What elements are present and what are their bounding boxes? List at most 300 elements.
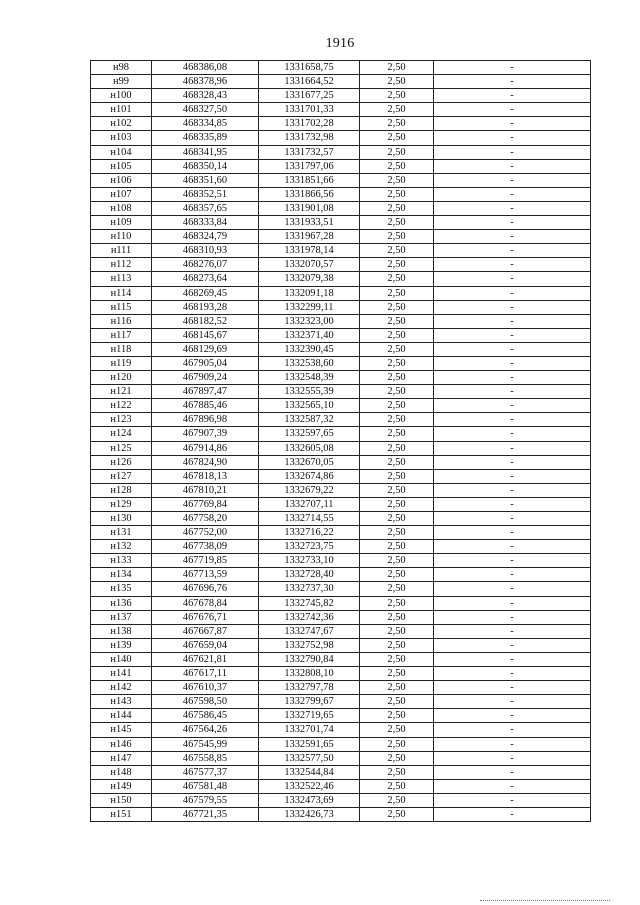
x-coordinate-cell: 467758,20 xyxy=(152,512,259,526)
table-row xyxy=(91,568,591,582)
accuracy-cell: 2,50 xyxy=(360,103,434,117)
point-number-cell: н120 xyxy=(91,371,152,385)
y-coordinate-cell: 1332728,40 xyxy=(259,568,360,582)
description-cell: - xyxy=(434,723,591,737)
point-number-cell: н126 xyxy=(91,455,152,469)
description-cell: - xyxy=(434,385,591,399)
y-coordinate-cell: 1332079,38 xyxy=(259,272,360,286)
accuracy-cell: 2,50 xyxy=(360,272,434,286)
description-cell: - xyxy=(434,117,591,131)
accuracy-cell: 2,50 xyxy=(360,512,434,526)
description-cell: - xyxy=(434,328,591,342)
x-coordinate-cell: 467676,71 xyxy=(152,610,259,624)
table-row xyxy=(91,497,591,511)
description-cell: - xyxy=(434,441,591,455)
point-number-cell: н121 xyxy=(91,385,152,399)
description-cell: - xyxy=(434,159,591,173)
accuracy-cell: 2,50 xyxy=(360,596,434,610)
x-coordinate-cell: 468129,69 xyxy=(152,342,259,356)
table-row xyxy=(91,159,591,173)
point-number-cell: н140 xyxy=(91,652,152,666)
table-row xyxy=(91,75,591,89)
table-row xyxy=(91,469,591,483)
description-cell: - xyxy=(434,272,591,286)
table-row xyxy=(91,230,591,244)
table-row xyxy=(91,328,591,342)
y-coordinate-cell: 1332091,18 xyxy=(259,286,360,300)
coordinates-table xyxy=(90,60,591,822)
x-coordinate-cell: 467907,39 xyxy=(152,427,259,441)
table-row xyxy=(91,526,591,540)
point-number-cell: н147 xyxy=(91,751,152,765)
y-coordinate-cell: 1332473,69 xyxy=(259,793,360,807)
y-coordinate-cell: 1332299,11 xyxy=(259,300,360,314)
table-row xyxy=(91,793,591,807)
y-coordinate-cell: 1331701,33 xyxy=(259,103,360,117)
description-cell: - xyxy=(434,103,591,117)
y-coordinate-cell: 1331967,28 xyxy=(259,230,360,244)
description-cell: - xyxy=(434,61,591,75)
x-coordinate-cell: 468327,50 xyxy=(152,103,259,117)
accuracy-cell: 2,50 xyxy=(360,568,434,582)
x-coordinate-cell: 467713,59 xyxy=(152,568,259,582)
y-coordinate-cell: 1332070,57 xyxy=(259,258,360,272)
accuracy-cell: 2,50 xyxy=(360,455,434,469)
x-coordinate-cell: 468276,07 xyxy=(152,258,259,272)
description-cell: - xyxy=(434,187,591,201)
x-coordinate-cell: 467581,48 xyxy=(152,779,259,793)
description-cell: - xyxy=(434,540,591,554)
x-coordinate-cell: 467577,37 xyxy=(152,765,259,779)
accuracy-cell: 2,50 xyxy=(360,427,434,441)
description-cell: - xyxy=(434,751,591,765)
table-row xyxy=(91,103,591,117)
x-coordinate-cell: 467659,04 xyxy=(152,638,259,652)
table-row xyxy=(91,286,591,300)
x-coordinate-cell: 468334,85 xyxy=(152,117,259,131)
accuracy-cell: 2,50 xyxy=(360,187,434,201)
accuracy-cell: 2,50 xyxy=(360,399,434,413)
point-number-cell: н141 xyxy=(91,667,152,681)
point-number-cell: н139 xyxy=(91,638,152,652)
accuracy-cell: 2,50 xyxy=(360,483,434,497)
description-cell: - xyxy=(434,779,591,793)
table-row xyxy=(91,652,591,666)
accuracy-cell: 2,50 xyxy=(360,89,434,103)
table-row xyxy=(91,483,591,497)
table-row xyxy=(91,61,591,75)
table-row xyxy=(91,258,591,272)
y-coordinate-cell: 1332591,65 xyxy=(259,737,360,751)
table-row xyxy=(91,300,591,314)
description-cell: - xyxy=(434,173,591,187)
x-coordinate-cell: 468386,08 xyxy=(152,61,259,75)
point-number-cell: н129 xyxy=(91,497,152,511)
x-coordinate-cell: 467579,55 xyxy=(152,793,259,807)
y-coordinate-cell: 1331732,98 xyxy=(259,131,360,145)
point-number-cell: н151 xyxy=(91,807,152,821)
description-cell: - xyxy=(434,709,591,723)
x-coordinate-cell: 467621,81 xyxy=(152,652,259,666)
table-row xyxy=(91,145,591,159)
point-number-cell: н149 xyxy=(91,779,152,793)
accuracy-cell: 2,50 xyxy=(360,765,434,779)
y-coordinate-cell: 1331978,14 xyxy=(259,244,360,258)
y-coordinate-cell: 1332679,22 xyxy=(259,483,360,497)
point-number-cell: н137 xyxy=(91,610,152,624)
table-row xyxy=(91,399,591,413)
table-row xyxy=(91,272,591,286)
accuracy-cell: 2,50 xyxy=(360,469,434,483)
y-coordinate-cell: 1332390,45 xyxy=(259,342,360,356)
y-coordinate-cell: 1331933,51 xyxy=(259,216,360,230)
accuracy-cell: 2,50 xyxy=(360,624,434,638)
y-coordinate-cell: 1332371,40 xyxy=(259,328,360,342)
x-coordinate-cell: 468350,14 xyxy=(152,159,259,173)
table-row xyxy=(91,314,591,328)
description-cell: - xyxy=(434,667,591,681)
y-coordinate-cell: 1332714,55 xyxy=(259,512,360,526)
point-number-cell: н134 xyxy=(91,568,152,582)
y-coordinate-cell: 1331677,25 xyxy=(259,89,360,103)
x-coordinate-cell: 467586,45 xyxy=(152,709,259,723)
x-coordinate-cell: 467678,84 xyxy=(152,596,259,610)
x-coordinate-cell: 467598,50 xyxy=(152,695,259,709)
description-cell: - xyxy=(434,342,591,356)
accuracy-cell: 2,50 xyxy=(360,159,434,173)
point-number-cell: н109 xyxy=(91,216,152,230)
description-cell: - xyxy=(434,399,591,413)
accuracy-cell: 2,50 xyxy=(360,610,434,624)
x-coordinate-cell: 468328,43 xyxy=(152,89,259,103)
y-coordinate-cell: 1332548,39 xyxy=(259,371,360,385)
table-row xyxy=(91,187,591,201)
point-number-cell: н133 xyxy=(91,554,152,568)
point-number-cell: н136 xyxy=(91,596,152,610)
table-row xyxy=(91,244,591,258)
accuracy-cell: 2,50 xyxy=(360,737,434,751)
y-coordinate-cell: 1332719,65 xyxy=(259,709,360,723)
x-coordinate-cell: 468351,60 xyxy=(152,173,259,187)
table-row xyxy=(91,413,591,427)
description-cell: - xyxy=(434,455,591,469)
table-row xyxy=(91,624,591,638)
y-coordinate-cell: 1331664,52 xyxy=(259,75,360,89)
point-number-cell: н112 xyxy=(91,258,152,272)
y-coordinate-cell: 1332701,74 xyxy=(259,723,360,737)
accuracy-cell: 2,50 xyxy=(360,61,434,75)
y-coordinate-cell: 1332737,30 xyxy=(259,582,360,596)
accuracy-cell: 2,50 xyxy=(360,356,434,370)
description-cell: - xyxy=(434,75,591,89)
table-row xyxy=(91,201,591,215)
y-coordinate-cell: 1331901,08 xyxy=(259,201,360,215)
y-coordinate-cell: 1332745,82 xyxy=(259,596,360,610)
x-coordinate-cell: 467738,09 xyxy=(152,540,259,554)
point-number-cell: н119 xyxy=(91,356,152,370)
point-number-cell: н103 xyxy=(91,131,152,145)
accuracy-cell: 2,50 xyxy=(360,216,434,230)
point-number-cell: н138 xyxy=(91,624,152,638)
x-coordinate-cell: 467909,24 xyxy=(152,371,259,385)
point-number-cell: н98 xyxy=(91,61,152,75)
x-coordinate-cell: 467696,76 xyxy=(152,582,259,596)
x-coordinate-cell: 467810,21 xyxy=(152,483,259,497)
point-number-cell: н148 xyxy=(91,765,152,779)
x-coordinate-cell: 468193,28 xyxy=(152,300,259,314)
point-number-cell: н104 xyxy=(91,145,152,159)
point-number-cell: н122 xyxy=(91,399,152,413)
accuracy-cell: 2,50 xyxy=(360,244,434,258)
accuracy-cell: 2,50 xyxy=(360,540,434,554)
table-row xyxy=(91,695,591,709)
accuracy-cell: 2,50 xyxy=(360,723,434,737)
description-cell: - xyxy=(434,216,591,230)
accuracy-cell: 2,50 xyxy=(360,807,434,821)
description-cell: - xyxy=(434,568,591,582)
table-row xyxy=(91,709,591,723)
y-coordinate-cell: 1332323,00 xyxy=(259,314,360,328)
y-coordinate-cell: 1332808,10 xyxy=(259,667,360,681)
description-cell: - xyxy=(434,793,591,807)
point-number-cell: н118 xyxy=(91,342,152,356)
x-coordinate-cell: 467558,85 xyxy=(152,751,259,765)
point-number-cell: н123 xyxy=(91,413,152,427)
point-number-cell: н144 xyxy=(91,709,152,723)
description-cell: - xyxy=(434,314,591,328)
x-coordinate-cell: 468352,51 xyxy=(152,187,259,201)
x-coordinate-cell: 467752,00 xyxy=(152,526,259,540)
accuracy-cell: 2,50 xyxy=(360,385,434,399)
accuracy-cell: 2,50 xyxy=(360,554,434,568)
x-coordinate-cell: 468145,67 xyxy=(152,328,259,342)
footer-divider xyxy=(480,900,610,901)
accuracy-cell: 2,50 xyxy=(360,695,434,709)
x-coordinate-cell: 468324,79 xyxy=(152,230,259,244)
point-number-cell: н127 xyxy=(91,469,152,483)
table-row xyxy=(91,371,591,385)
table-row xyxy=(91,610,591,624)
point-number-cell: н131 xyxy=(91,526,152,540)
x-coordinate-cell: 467769,84 xyxy=(152,497,259,511)
x-coordinate-cell: 467719,85 xyxy=(152,554,259,568)
table-row xyxy=(91,512,591,526)
accuracy-cell: 2,50 xyxy=(360,413,434,427)
description-cell: - xyxy=(434,554,591,568)
y-coordinate-cell: 1332742,36 xyxy=(259,610,360,624)
y-coordinate-cell: 1332597,65 xyxy=(259,427,360,441)
description-cell: - xyxy=(434,356,591,370)
y-coordinate-cell: 1331851,66 xyxy=(259,173,360,187)
table-row xyxy=(91,638,591,652)
y-coordinate-cell: 1332752,98 xyxy=(259,638,360,652)
table-row xyxy=(91,582,591,596)
point-number-cell: н113 xyxy=(91,272,152,286)
description-cell: - xyxy=(434,201,591,215)
description-cell: - xyxy=(434,497,591,511)
table-row xyxy=(91,807,591,821)
y-coordinate-cell: 1332670,05 xyxy=(259,455,360,469)
y-coordinate-cell: 1332790,84 xyxy=(259,652,360,666)
accuracy-cell: 2,50 xyxy=(360,145,434,159)
table-row xyxy=(91,173,591,187)
x-coordinate-cell: 468341,95 xyxy=(152,145,259,159)
table-row xyxy=(91,117,591,131)
description-cell: - xyxy=(434,765,591,779)
description-cell: - xyxy=(434,145,591,159)
description-cell: - xyxy=(434,582,591,596)
x-coordinate-cell: 467824,90 xyxy=(152,455,259,469)
y-coordinate-cell: 1332605,08 xyxy=(259,441,360,455)
table-row xyxy=(91,681,591,695)
description-cell: - xyxy=(434,286,591,300)
y-coordinate-cell: 1332707,11 xyxy=(259,497,360,511)
accuracy-cell: 2,50 xyxy=(360,131,434,145)
description-cell: - xyxy=(434,638,591,652)
point-number-cell: н143 xyxy=(91,695,152,709)
accuracy-cell: 2,50 xyxy=(360,201,434,215)
accuracy-cell: 2,50 xyxy=(360,681,434,695)
description-cell: - xyxy=(434,737,591,751)
x-coordinate-cell: 467617,11 xyxy=(152,667,259,681)
table-row xyxy=(91,342,591,356)
table-row xyxy=(91,779,591,793)
y-coordinate-cell: 1332733,10 xyxy=(259,554,360,568)
description-cell: - xyxy=(434,596,591,610)
accuracy-cell: 2,50 xyxy=(360,117,434,131)
table-row xyxy=(91,356,591,370)
table-row xyxy=(91,540,591,554)
point-number-cell: н100 xyxy=(91,89,152,103)
accuracy-cell: 2,50 xyxy=(360,779,434,793)
table-row xyxy=(91,751,591,765)
x-coordinate-cell: 468269,45 xyxy=(152,286,259,300)
table-row xyxy=(91,455,591,469)
accuracy-cell: 2,50 xyxy=(360,342,434,356)
y-coordinate-cell: 1332565,10 xyxy=(259,399,360,413)
point-number-cell: н150 xyxy=(91,793,152,807)
y-coordinate-cell: 1332577,50 xyxy=(259,751,360,765)
accuracy-cell: 2,50 xyxy=(360,667,434,681)
accuracy-cell: 2,50 xyxy=(360,709,434,723)
point-number-cell: н107 xyxy=(91,187,152,201)
point-number-cell: н110 xyxy=(91,230,152,244)
point-number-cell: н132 xyxy=(91,540,152,554)
y-coordinate-cell: 1332723,75 xyxy=(259,540,360,554)
table-row xyxy=(91,667,591,681)
table-row xyxy=(91,385,591,399)
point-number-cell: н106 xyxy=(91,173,152,187)
accuracy-cell: 2,50 xyxy=(360,173,434,187)
point-number-cell: н130 xyxy=(91,512,152,526)
table-row xyxy=(91,427,591,441)
point-number-cell: н116 xyxy=(91,314,152,328)
x-coordinate-cell: 467914,86 xyxy=(152,441,259,455)
point-number-cell: н145 xyxy=(91,723,152,737)
table-row xyxy=(91,596,591,610)
y-coordinate-cell: 1332587,32 xyxy=(259,413,360,427)
description-cell: - xyxy=(434,300,591,314)
description-cell: - xyxy=(434,89,591,103)
point-number-cell: н102 xyxy=(91,117,152,131)
description-cell: - xyxy=(434,244,591,258)
description-cell: - xyxy=(434,610,591,624)
y-coordinate-cell: 1332538,60 xyxy=(259,356,360,370)
x-coordinate-cell: 468182,52 xyxy=(152,314,259,328)
accuracy-cell: 2,50 xyxy=(360,300,434,314)
description-cell: - xyxy=(434,131,591,145)
y-coordinate-cell: 1332716,22 xyxy=(259,526,360,540)
x-coordinate-cell: 467905,04 xyxy=(152,356,259,370)
description-cell: - xyxy=(434,469,591,483)
accuracy-cell: 2,50 xyxy=(360,328,434,342)
y-coordinate-cell: 1331702,28 xyxy=(259,117,360,131)
table-row xyxy=(91,441,591,455)
description-cell: - xyxy=(434,695,591,709)
x-coordinate-cell: 467721,35 xyxy=(152,807,259,821)
point-number-cell: н111 xyxy=(91,244,152,258)
accuracy-cell: 2,50 xyxy=(360,258,434,272)
x-coordinate-cell: 468378,96 xyxy=(152,75,259,89)
table-row xyxy=(91,131,591,145)
x-coordinate-cell: 467545,99 xyxy=(152,737,259,751)
y-coordinate-cell: 1332555,39 xyxy=(259,385,360,399)
point-number-cell: н101 xyxy=(91,103,152,117)
x-coordinate-cell: 467610,37 xyxy=(152,681,259,695)
x-coordinate-cell: 468357,65 xyxy=(152,201,259,215)
description-cell: - xyxy=(434,371,591,385)
description-cell: - xyxy=(434,258,591,272)
description-cell: - xyxy=(434,230,591,244)
accuracy-cell: 2,50 xyxy=(360,526,434,540)
accuracy-cell: 2,50 xyxy=(360,793,434,807)
table-row xyxy=(91,765,591,779)
accuracy-cell: 2,50 xyxy=(360,751,434,765)
point-number-cell: н146 xyxy=(91,737,152,751)
x-coordinate-cell: 468310,93 xyxy=(152,244,259,258)
point-number-cell: н117 xyxy=(91,328,152,342)
coordinates-table-body xyxy=(91,61,591,822)
description-cell: - xyxy=(434,624,591,638)
accuracy-cell: 2,50 xyxy=(360,652,434,666)
x-coordinate-cell: 468273,64 xyxy=(152,272,259,286)
y-coordinate-cell: 1332544,84 xyxy=(259,765,360,779)
description-cell: - xyxy=(434,427,591,441)
accuracy-cell: 2,50 xyxy=(360,230,434,244)
point-number-cell: н124 xyxy=(91,427,152,441)
point-number-cell: н142 xyxy=(91,681,152,695)
accuracy-cell: 2,50 xyxy=(360,286,434,300)
page-number: 1916 xyxy=(325,36,355,51)
accuracy-cell: 2,50 xyxy=(360,75,434,89)
point-number-cell: н135 xyxy=(91,582,152,596)
x-coordinate-cell: 467885,46 xyxy=(152,399,259,413)
description-cell: - xyxy=(434,807,591,821)
table-row xyxy=(91,216,591,230)
point-number-cell: н105 xyxy=(91,159,152,173)
y-coordinate-cell: 1332799,67 xyxy=(259,695,360,709)
point-number-cell: н115 xyxy=(91,300,152,314)
description-cell: - xyxy=(434,413,591,427)
x-coordinate-cell: 467897,47 xyxy=(152,385,259,399)
y-coordinate-cell: 1332522,46 xyxy=(259,779,360,793)
description-cell: - xyxy=(434,512,591,526)
y-coordinate-cell: 1332426,73 xyxy=(259,807,360,821)
table-row xyxy=(91,554,591,568)
description-cell: - xyxy=(434,483,591,497)
table-row xyxy=(91,737,591,751)
accuracy-cell: 2,50 xyxy=(360,371,434,385)
